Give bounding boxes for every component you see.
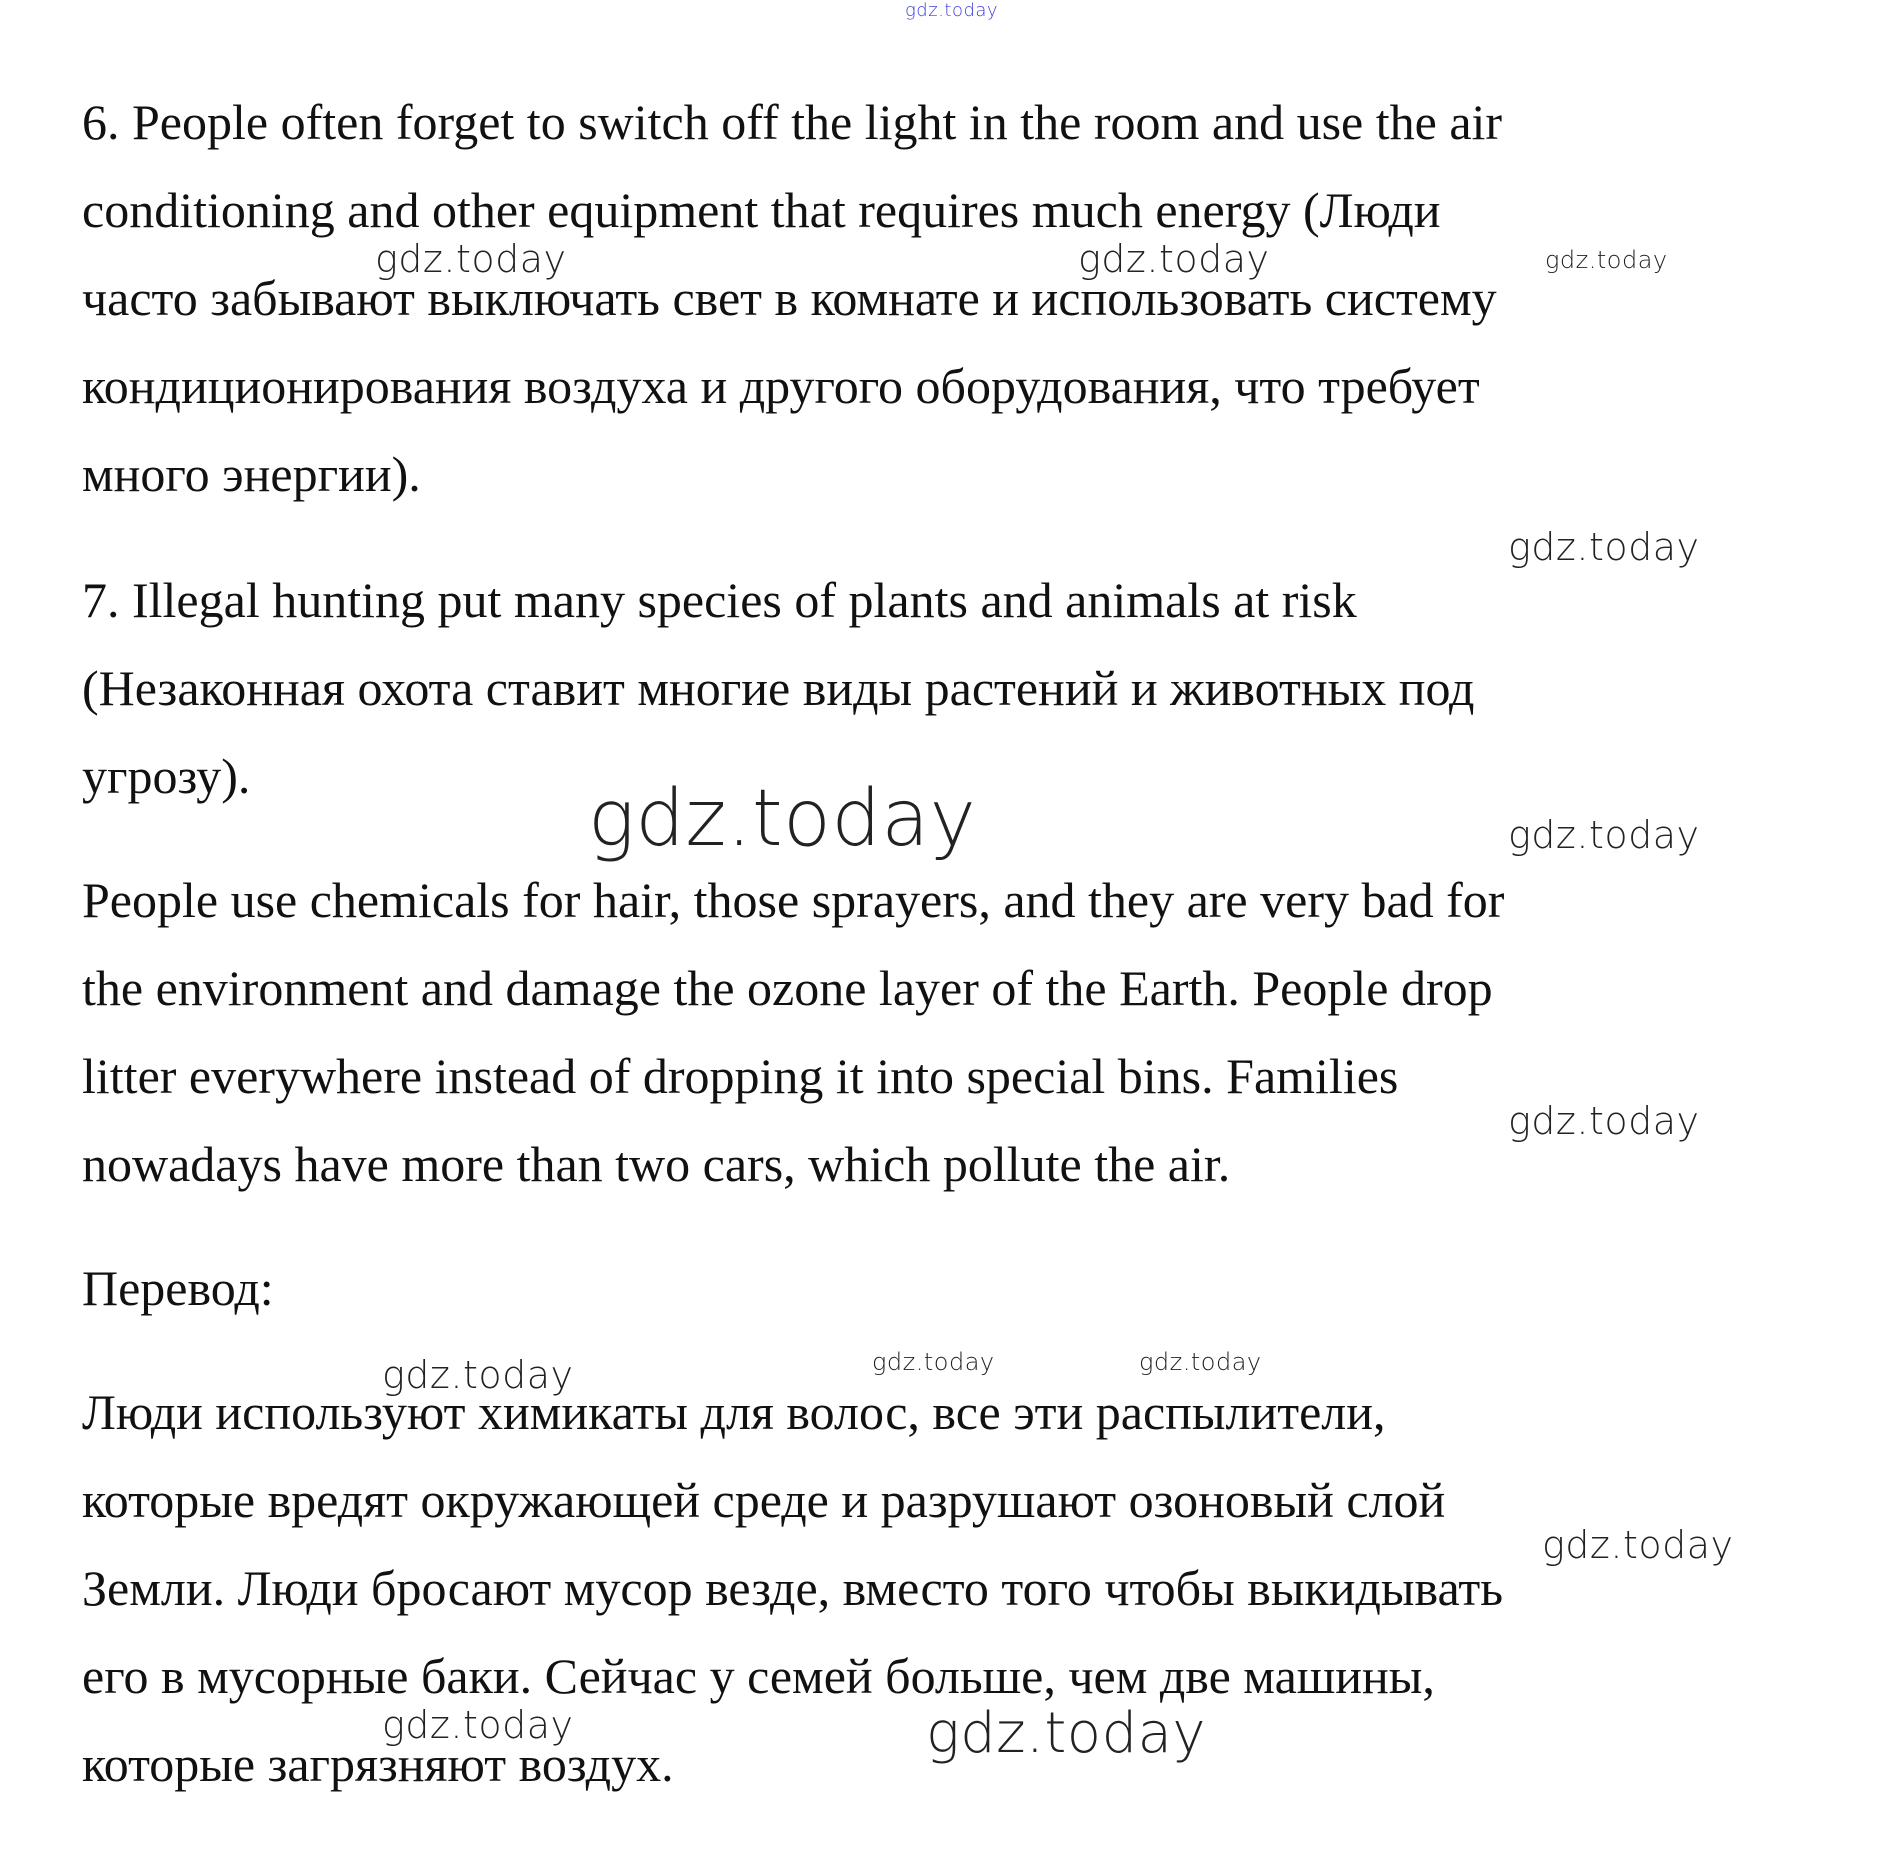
watermark: gdz.today bbox=[872, 1348, 995, 1376]
text-line: People use chemicals for hair, those sprayers, and they are very bad for bbox=[82, 872, 1505, 928]
text-line: которые вредят окружающей среде и разрушают озоновый слой bbox=[82, 1472, 1446, 1528]
essay-paragraph bbox=[82, 856, 1802, 1208]
text-line: (Незаконная охота ставит многие виды растений и животных под bbox=[82, 660, 1475, 716]
watermark: gdz.today bbox=[1542, 1523, 1734, 1567]
heading-text: Перевод: bbox=[82, 1260, 274, 1316]
watermark: gdz.today bbox=[588, 774, 977, 864]
text-line: nowadays have more than two cars, which pollute the air. bbox=[82, 1136, 1231, 1192]
text-line: conditioning and other equipment that requires much energy (Люди bbox=[82, 182, 1441, 238]
watermark: gdz.today bbox=[1139, 1348, 1262, 1376]
text-line: Земли. Люди бросают мусор везде, вместо того чтобы выкидывать bbox=[82, 1560, 1503, 1616]
watermark: gdz.today bbox=[1508, 813, 1700, 857]
text-line: Люди используют химикаты для волос, все эти распылители, bbox=[82, 1384, 1386, 1440]
watermark: gdz.today bbox=[382, 1703, 574, 1747]
watermark-top: gdz.today bbox=[905, 0, 999, 21]
item-6-paragraph bbox=[82, 78, 1802, 518]
text-line: the environment and damage the ozone layer of the Earth. People drop bbox=[82, 960, 1493, 1016]
text-line: 7. Illegal hunting put many species of plants and animals at risk bbox=[82, 572, 1357, 628]
text-line: угрозу). bbox=[82, 748, 251, 804]
watermark: gdz.today bbox=[1508, 525, 1700, 569]
watermark: gdz.today bbox=[1508, 1099, 1700, 1143]
text-line: litter everywhere instead of dropping it into special bins. Families bbox=[82, 1048, 1399, 1104]
text-line: кондиционирования воздуха и другого оборудования, что требует bbox=[82, 358, 1480, 414]
text-line: часто забывают выключать свет в комнате и использовать систему bbox=[82, 270, 1497, 326]
text-line: много энергии). bbox=[82, 446, 421, 502]
watermark: gdz.today bbox=[1545, 246, 1668, 274]
watermark: gdz.today bbox=[1078, 237, 1270, 281]
watermark: gdz.today bbox=[382, 1353, 574, 1397]
text-line: 6. People often forget to switch off the light in the room and use the air bbox=[82, 94, 1503, 150]
text-line: его в мусорные баки. Сейчас у семей больше, чем две машины, bbox=[82, 1648, 1435, 1704]
watermark: gdz.today bbox=[926, 1701, 1207, 1766]
translation-heading bbox=[82, 1244, 1802, 1332]
watermark: gdz.today bbox=[375, 237, 567, 281]
text-line: которые загрязняют воздух. bbox=[82, 1736, 674, 1792]
